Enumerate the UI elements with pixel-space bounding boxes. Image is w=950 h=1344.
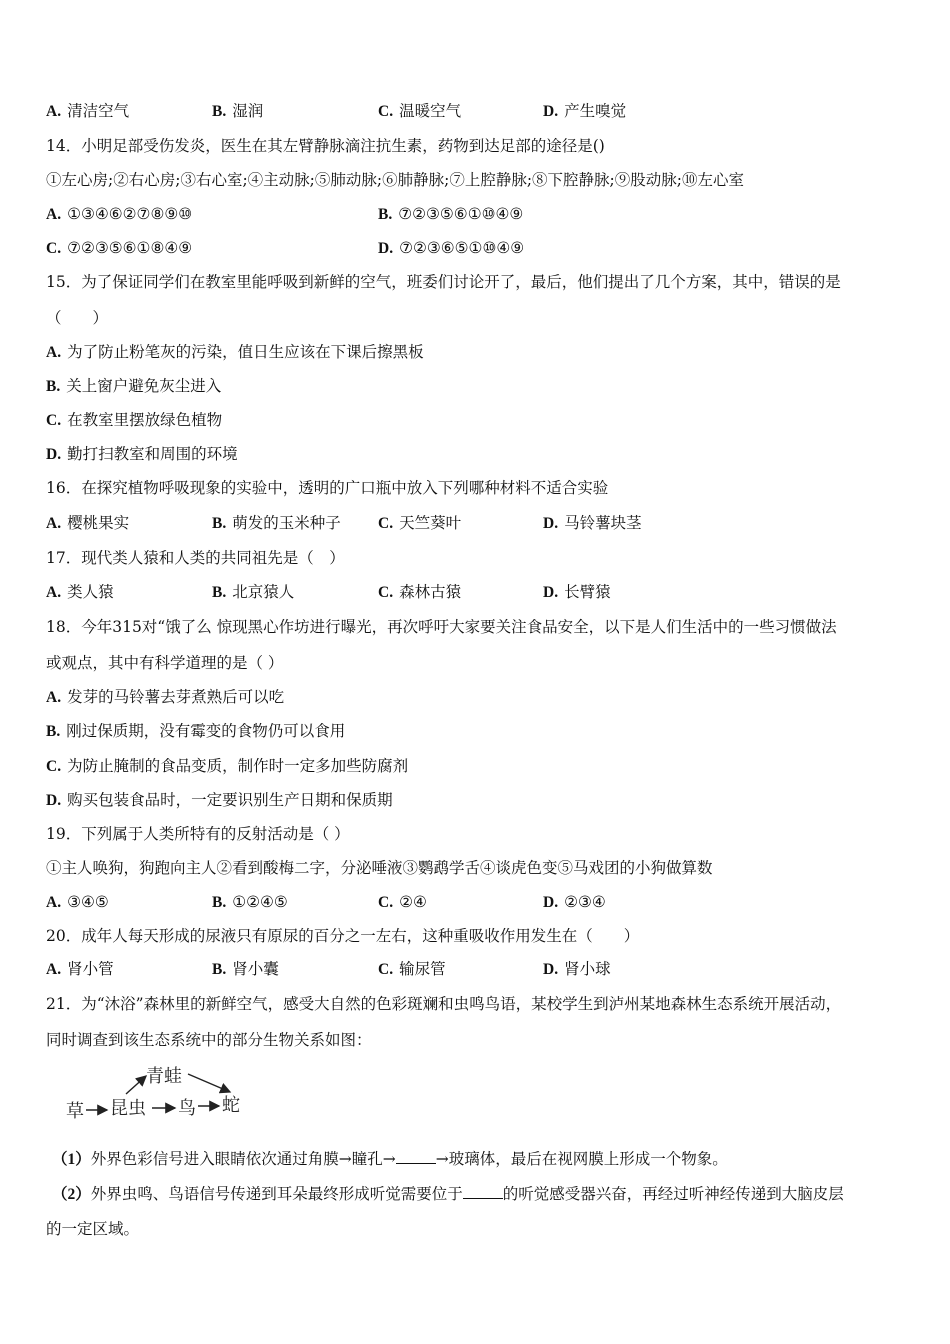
- q16-stem: 16．在探究植物呼吸现象的实验中，透明的广口瓶中放入下列哪种材料不适合实验: [46, 479, 609, 497]
- q16-option-c[interactable]: C. 天竺葵叶: [378, 514, 462, 532]
- food-web-bird: 鸟: [178, 1098, 196, 1119]
- q14-option-c[interactable]: C. ⑦②③⑤⑥①⑧④⑨: [46, 239, 193, 257]
- q18-option-a[interactable]: A. 发芽的马铃薯去芽煮熟后可以吃: [46, 688, 285, 706]
- food-web-grass: 草: [66, 1101, 84, 1122]
- q16-option-d[interactable]: D. 马铃薯块茎: [543, 514, 642, 532]
- q19-stem: 19．下列属于人类所特有的反射活动是（ ）: [46, 825, 350, 843]
- q20-option-a[interactable]: A. 肾小管: [46, 960, 114, 978]
- q13-option-b[interactable]: B. 湿润: [212, 102, 264, 120]
- q15-stem: 15．为了保证同学们在教室里能呼吸到新鲜的空气，班委们讨论开了，最后，他们提出了几个方案，其中，错误的是: [46, 273, 841, 291]
- q15-option-a[interactable]: A. 为了防止粉笔灰的污染，值日生应该在下课后擦黑板: [46, 343, 424, 361]
- q21-sub1-blank[interactable]: [396, 1149, 436, 1164]
- q21-stem-line2: 同时调查到该生态系统中的部分生物关系如图：: [46, 1031, 372, 1049]
- q15-option-d[interactable]: D. 勤打扫教室和周围的环境: [46, 445, 238, 463]
- arrow-frog-snake: [188, 1074, 230, 1092]
- q14-items: ①左心房;②右心房;③右心室;④主动脉;⑤肺动脉;⑥肺静脉;⑦上腔静脉;⑧下腔静脉;⑨股动脉;⑩左心室: [46, 171, 745, 189]
- food-web-insect: 昆虫: [110, 1098, 146, 1119]
- q15-option-c[interactable]: C. 在教室里摆放绿色植物: [46, 411, 223, 429]
- q14-option-a[interactable]: A. ①③④⑥②⑦⑧⑨⑩: [46, 205, 193, 223]
- q18-stem-line1: 18．今年315对“饿了么 惊现黑心作坊进行曝光，再次呼吁大家要关注食品安全，以下是人们生活中的一些习惯做法: [46, 618, 837, 636]
- q14-option-b[interactable]: B. ⑦②③⑤⑥①⑩④⑨: [378, 205, 524, 223]
- q17-stem: 17．现代类人猿和人类的共同祖先是（ ）: [46, 549, 345, 567]
- q14-stem: 14．小明足部受伤发炎，医生在其左臂静脉滴注抗生素，药物到达足部的途径是(): [46, 137, 605, 155]
- q19-items: ①主人唤狗，狗跑向主人②看到酸梅二字，分泌唾液③鹦鹉学舌④谈虎色变⑤马戏团的小狗做算数: [46, 859, 713, 877]
- q18-option-d[interactable]: D. 购买包装食品时，一定要识别生产日期和保质期: [46, 791, 393, 809]
- q18-option-c[interactable]: C. 为防止腌制的食品变质，制作时一定多加些防腐剂: [46, 757, 409, 775]
- food-web-snake: 蛇: [222, 1095, 240, 1116]
- q17-option-c[interactable]: C. 森林古猿: [378, 583, 462, 601]
- q20-option-c[interactable]: C. 输尿管: [378, 960, 446, 978]
- q13-option-a[interactable]: A. 清洁空气: [46, 102, 130, 120]
- q13-option-d[interactable]: D. 产生嗅觉: [543, 102, 627, 120]
- q21-sub1: （1）外界色彩信号进入眼睛依次通过角膜→瞳孔→ →玻璃体，最后在视网膜上形成一个物象。: [52, 1150, 728, 1168]
- q21-stem-line1: 21．为“沐浴”森林里的新鲜空气，感受大自然的色彩斑斓和虫鸣鸟语，某校学生到泸州某地森林生态系统开展活动，: [46, 995, 842, 1013]
- q15-paren: （ ）: [46, 309, 109, 327]
- q17-option-d[interactable]: D. 长臂猿: [543, 583, 611, 601]
- q17-option-a[interactable]: A. 类人猿: [46, 583, 114, 601]
- q20-option-b[interactable]: B. 肾小囊: [212, 960, 279, 978]
- q20-stem: 20．成年人每天形成的尿液只有原尿的百分之一左右，这种重吸收作用发生在（ ）: [46, 927, 640, 945]
- q18-option-b[interactable]: B. 刚过保质期，没有霉变的食物仍可以食用: [46, 722, 346, 740]
- q19-option-d[interactable]: D. ②③④: [543, 893, 606, 911]
- q21-sub2-blank[interactable]: [463, 1184, 503, 1199]
- q18-stem-line2: 或观点，其中有科学道理的是（ ）: [46, 654, 284, 672]
- q20-option-d[interactable]: D. 肾小球: [543, 960, 611, 978]
- food-web-diagram: [62, 1062, 282, 1128]
- q16-option-b[interactable]: B. 萌发的玉米种子: [212, 514, 341, 532]
- q21-sub2: （2）外界虫鸣、鸟语信号传递到耳朵最终形成听觉需要位于 的听觉感受器兴奋，再经过听神经传递到大脑皮层: [52, 1185, 844, 1203]
- food-web-frog: 青蛙: [146, 1066, 182, 1087]
- q21-sub2-line2: 的一定区域。: [46, 1220, 140, 1238]
- q13-option-c[interactable]: C. 温暖空气: [378, 102, 462, 120]
- arrow-insect-frog: [126, 1076, 146, 1094]
- q19-option-a[interactable]: A. ③④⑤: [46, 893, 109, 911]
- q16-option-a[interactable]: A. 樱桃果实: [46, 514, 130, 532]
- q19-option-b[interactable]: B. ①②④⑤: [212, 893, 288, 911]
- q14-option-d[interactable]: D. ⑦②③⑥⑤①⑩④⑨: [378, 239, 525, 257]
- q15-option-b[interactable]: B. 关上窗户避免灰尘进入: [46, 377, 222, 395]
- q17-option-b[interactable]: B. 北京猿人: [212, 583, 295, 601]
- q19-option-c[interactable]: C. ②④: [378, 893, 427, 911]
